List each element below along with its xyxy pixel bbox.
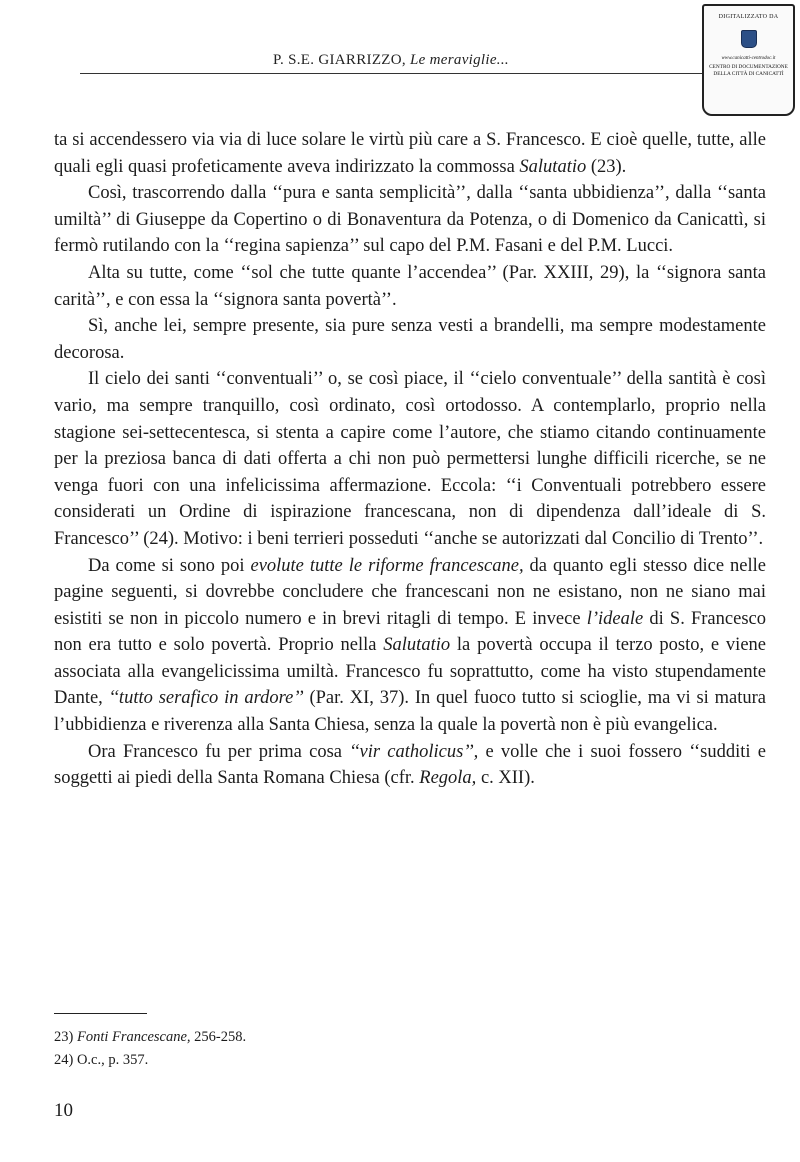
italic-run: ‘‘vir catholicus’’, [349,741,479,762]
italic-run: Regola, [419,768,477,789]
italic-run: Salutatio [519,156,587,177]
header-rule [80,73,702,74]
footnote-24: 24) O.c., p. 357. [54,1052,149,1068]
text-run: c. XII). [476,768,535,789]
text-run: e volle che i suoi fossero ‘‘sudditi e soggetti ai piedi della Santa Romana Chiesa (cfr. [54,741,766,789]
italic-run: Salutatio [383,635,451,656]
footnote-number: 23) [54,1029,77,1045]
running-head-title: Le meraviglie... [410,52,509,68]
paragraph-6 [54,553,766,739]
text-run: Da come si sono poi [88,555,251,576]
text-run: da quanto egli stesso dice nelle pagine seguenti, si dovrebbe concludere che francescani non ne esistano, non ne siano mai esistiti se non in piccolo numero e in brevi ritagli di tempo. E invece [54,555,766,629]
footnotes [54,1026,554,1072]
running-head [80,52,702,69]
digitization-stamp [702,4,795,116]
paragraph-2: Così, trascorrendo dalla ‘‘pura e santa semplicità’’, dalla ‘‘santa ubbidienza’’, dalla ‘‘santa umiltà’’ di Giuseppe da Copertino o di Bonaventura da Potenza, o di Domenico da Canicattì, si fermò rutilando con la ‘‘regina sapienza’’ sul capo del P.M. Fasani e del P.M. Lucci. [54,183,766,257]
text-run: la povertà occupa il terzo posto, e viene associata alla evangelicissima umiltà. Francesco fu soprattutto, come ha visto stupendamente Dante, [54,635,766,709]
footnote-23 [54,1026,554,1049]
italic-run: evolute tutte le riforme francescane, [250,555,524,576]
italic-run: ‘‘tutto serafico in ardore’’ [108,688,304,709]
stamp-top-text: DIGITALIZZATO DA [718,14,779,20]
stamp-shield-icon [741,30,757,48]
italic-run: l’ideale [586,608,644,629]
paragraph-3: Alta su tutte, come ‘‘sol che tutte quante l’accendea’’ (Par. XXIII, 29), la ‘‘signora santa carità’’, e con essa la ‘‘signora santa povertà’’. [54,262,766,310]
text-run: di S. Francesco non era tutto e solo povertà. Proprio nella [54,608,766,656]
stamp-line-1: CENTRO DI DOCUMENTAZIONE [709,64,788,70]
running-head-author: P. S.E. GIARRIZZO, [273,52,406,68]
stamp-line-2: DELLA CITTÀ DI CANICATTÌ [713,71,784,77]
paragraph-7 [54,739,766,792]
footnote-rule [54,1013,147,1014]
footnote-text: 256-258. [190,1029,247,1045]
footnote-title: Fonti Francescane, [76,1029,191,1045]
page-number: 10 [54,1100,73,1121]
text-run: Ora Francesco fu per prima cosa [88,741,350,762]
paragraph-5: Il cielo dei santi ‘‘conventuali’’ o, se così piace, il ‘‘cielo conventuale’’ della santità è così vario, ma sempre tranquillo, così ordinato, così ortodosso. A contemplarlo, proprio nella stagione sei-settecentesca, si stenta a capire come l’autore, che stiamo citando continuamente per la preziosa banca di dati offerta a chi non può permettersi lunghe difficili ricerche, se ne venga fuori con una infelicissima affermazione. Eccola: ‘‘i Conventuali potrebbero essere considerati un Ordine di ispirazione francescana, non di dipendenza dall’ideale di S. Francesco’’ (24). Motivo: i beni terrieri posseduti ‘‘anche se autorizzati dal Concilio di Trento’’. [54,369,766,549]
text-run: (23). [586,156,627,177]
paragraph-4: Sì, anche lei, sempre presente, sia pure senza vesti a brandelli, ma sempre modestamente decorosa. [54,316,766,363]
paragraph-1 [54,127,766,180]
text-run: (Par. XI, 37). In quel fuoco tutto si scioglie, ma vi si matura l’ubbidienza e riverenza alla Santa Chiesa, senza la quale la povertà non è più evangelica. [54,688,766,736]
text-run: ta si accendessero via via di luce solare le virtù più care a S. Francesco. E cioè quelle, tutte, alle quali egli quasi profeticamente aveva indirizzato la commossa [54,130,766,177]
stamp-url: www.canicatti-centrodoc.it [721,56,776,61]
body-text [54,127,766,792]
